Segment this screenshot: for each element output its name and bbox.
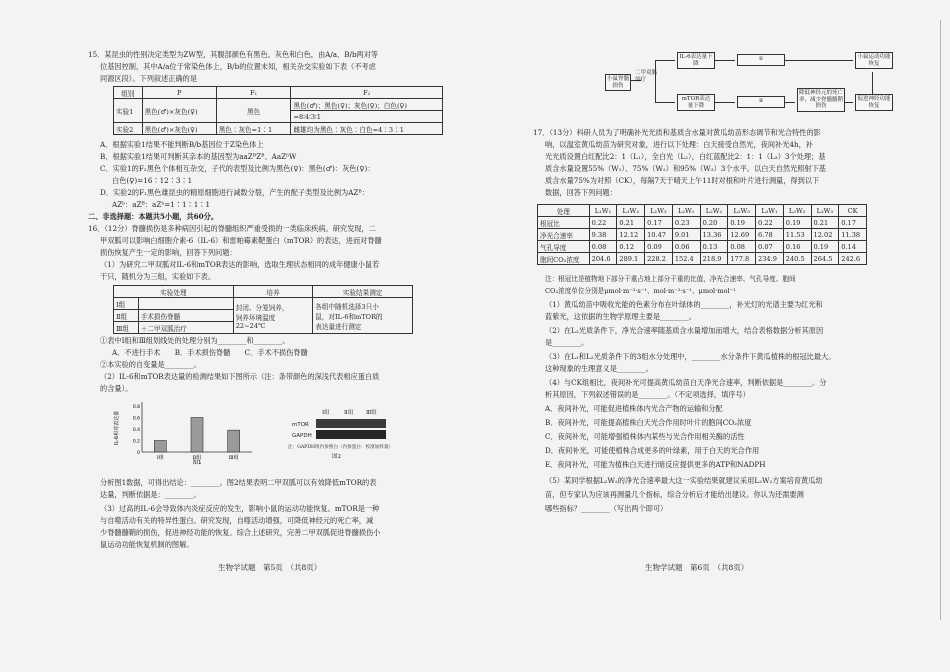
q15-th-f2: F₂ <box>291 87 443 99</box>
q16-g1: Ⅰ组 <box>114 298 139 310</box>
q17-cell: 240.5 <box>783 253 811 265</box>
q17-cell: 11.53 <box>783 229 811 241</box>
page-5-footer: 生物学试题 第5页 （共8页） <box>218 563 322 572</box>
q16-analysis-2: 达量，判断依据是：________。 <box>100 490 201 499</box>
q16-q2: （2）IL-6和mTOR表达量的检测结果如下图所示（注：条带颜色的深浅代表相应蛋白质 <box>100 372 380 381</box>
fig2-lane-1: Ⅰ组 <box>322 410 330 416</box>
q17-cell: 0.09 <box>645 241 673 253</box>
q15-option-d-cont: AZᵇ：aZᴮ：aZᵇ=1∶1∶1∶1 <box>112 200 211 209</box>
q15-r1-f1: 黑色 <box>216 99 291 123</box>
q15-r1-f2: 黑色(♂)；黑色(♀)；灰色(♀)；白色(♀) <box>291 99 443 111</box>
q17-s1-line2: 蓝紫光，这依据的生物学原理主要是________。 <box>545 312 696 321</box>
flow-arrow-2 <box>715 60 735 61</box>
q17-table-row <box>538 229 867 241</box>
flow-arrow-6 <box>845 102 853 103</box>
q16-g3: Ⅲ组 <box>114 322 139 334</box>
q17-line6: 数据，回答下列问题： <box>545 188 617 197</box>
q16-line4: （1）为研究二甲双胍对IL-6和mTOR表达的影响，选取生理状态相同的成年健康小鼠若 <box>100 260 380 269</box>
fig1-y-tick: 0.2 <box>132 439 140 445</box>
q17-cell: 0.17 <box>645 217 673 229</box>
q15-option-b: B．根据实验1结果可判断其亲本的基因型为aaZᴮZᴮ、AaZᵇW <box>100 152 297 161</box>
fig2-note: 注：GAPDH组内参照白（内参蛋白：校准加样量） <box>288 445 394 450</box>
flow-arrow-top <box>655 60 675 61</box>
q16-q3-line2: 与自噬活动有关的特异性蛋白。研究发现，自噬活动增强，可降低神经元的死亡率，减 <box>100 516 374 525</box>
fig1-bar <box>228 430 240 452</box>
q16-q3-line3: 少脊髓髓鞘的损伤，促进神经功能的恢复。综合上述研究，完善二甲双胍促进脊髓损伤小 <box>100 528 381 537</box>
flow-arrow-5 <box>785 102 795 103</box>
flow-blank-1: ① <box>737 54 785 66</box>
q17-note-1: 注：根冠比是植物地下部分干重占地上部分干重的比值，净光合速率、气孔导度、胞间 <box>545 275 796 283</box>
fig2-row-gapdh: GAPDH <box>292 433 312 439</box>
q17-line4: 质含水量设置55%（W₁）、75%（W₂）和95%（W₃）3个水平。以白天自然光照射下基 <box>545 164 826 173</box>
page-6 <box>475 0 950 672</box>
q17-cell: 289.1 <box>617 253 645 265</box>
flow-il6: IL-6表达量下降 <box>677 52 715 69</box>
q15-r2-f1: 黑色∶灰色=1∶1 <box>216 123 291 135</box>
q16-line1: 16．（12分）脊髓损伤是多种病因引起的脊髓组织严重受损的一类临床疾病。研究发现，二 <box>88 224 376 233</box>
q17-th-2: L₁W₂ <box>617 205 645 217</box>
q16-line5: 干只，随机分为三组，实验如下表。 <box>100 272 216 281</box>
q17-cell: 0.23 <box>672 217 700 229</box>
q17-option-d: D．夜间补光，可能使植株合成更多的叶绿素，用于白天的光合作用 <box>545 446 760 455</box>
q17-cell: 0.08 <box>589 241 617 253</box>
q16-result-cell <box>313 298 413 334</box>
q16-table <box>113 285 413 334</box>
q17-cell: 0.21 <box>617 217 645 229</box>
fig1-bar <box>154 441 166 453</box>
q16-g2: Ⅱ组 <box>114 310 139 322</box>
q16-analysis-1: 分析图1数据，可得出结论：________。图2结果表明二甲双胍可以有效降低mTOR的表 <box>100 478 377 487</box>
q17-cell: 11.38 <box>839 229 867 241</box>
q17-s4-line1: （4）与CK组相比，夜间补光可提高黄瓜幼苗白天净光合速率，判断依据是________。分 <box>545 378 827 387</box>
q17-cell: 12.69 <box>728 229 756 241</box>
q17-th-0: 处理 <box>538 205 590 217</box>
q17-cell: 0.14 <box>839 241 867 253</box>
q16-culture-cell <box>233 298 313 334</box>
q17-cell: 12.02 <box>811 229 839 241</box>
q15-table <box>113 86 443 135</box>
q15-line2: 位基因控制，其中A/a位于常染色体上，B/b的位置未知，相关杂交实验如下表（不考虑 <box>100 62 376 71</box>
fig2-blot <box>288 410 394 466</box>
flow-arrow-3 <box>785 60 853 61</box>
q17-s5-line1: （5）某同学根据L₂W₂的净光合速率最大这一实验结果就建议采用L₂W₂方案培育黄瓜幼 <box>545 476 823 485</box>
q17-s1-line1: （1）黄瓜幼苗中吸收光能的色素分布在叶绿体的________，补光灯的光谱主要为红光和 <box>545 300 823 309</box>
q17-cell: 净光合速率 <box>538 229 590 241</box>
flow-mtor: mTOR表达量下降 <box>677 94 715 111</box>
flow-neural-recovery: 促进神经功能恢复 <box>855 94 893 111</box>
q17-th-1: L₁W₁ <box>589 205 617 217</box>
q15-th-group: 组别 <box>114 87 143 99</box>
q17-cell: 0.13 <box>700 241 728 253</box>
q17-th-5: L₂W₂ <box>700 205 728 217</box>
q15-r2-group: 实验2 <box>114 123 143 135</box>
q17-cell: 12.12 <box>617 229 645 241</box>
fig1-title: 图1 <box>192 460 202 466</box>
q15-r1-group: 实验1 <box>114 99 143 123</box>
fig1-bar <box>191 418 203 453</box>
q17-cell: 0.19 <box>811 241 839 253</box>
q17-cell: 177.8 <box>728 253 756 265</box>
q16-g3-treatment: ＋二甲双胍治疗 <box>138 322 233 334</box>
q17-line5: 质含水量75%为对照（CK），每隔7天于晴天上午11时对根和叶片进行测量，得到以下 <box>545 176 820 185</box>
q17-cell: 13.36 <box>700 229 728 241</box>
q17-table-row <box>538 217 867 229</box>
q17-cell: 0.06 <box>672 241 700 253</box>
q17-cell: 0.22 <box>756 217 784 229</box>
q17-table <box>537 204 867 265</box>
page-6-footer: 生物学试题 第6页 （共8页） <box>645 563 749 572</box>
q17-line2: 响，以温室黄瓜幼苗为研究对象，进行以下处理：白天接受自然光，夜间补光4h，补 <box>545 140 813 149</box>
q17-cell: 0.19 <box>728 217 756 229</box>
q16-culture-3: 22~24℃ <box>235 321 266 330</box>
q17-s5-line3: 哪些指标？________（写出两个即可） <box>545 504 668 513</box>
flow-neuron: 降低神经元的死亡率，减少脊髓髓鞘损伤 <box>797 88 845 112</box>
q15-option-c: C．实验1的F₂黑色个体相互杂交，子代的表型及比例为黑色(♀)：黑色(♂)：灰色(♀)： <box>100 164 375 173</box>
fig1-y-tick: 0.8 <box>132 405 140 410</box>
q17-th-7: L₃W₁ <box>756 205 784 217</box>
flow-start: 小鼠脊髓损伤 <box>605 74 631 91</box>
fig2-title: 图2 <box>332 454 341 460</box>
fig1-category-label: Ⅱ组 <box>192 455 202 461</box>
q17-cell: 0.20 <box>700 217 728 229</box>
q15-th-p: P <box>142 87 216 99</box>
q17-cell: 6.78 <box>756 229 784 241</box>
q16-th-result: 实验结果测定 <box>313 286 413 298</box>
q17-cell: 264.5 <box>811 253 839 265</box>
flow-arrow-4 <box>715 102 735 103</box>
q16-culture-1: 封闭、分笼饲养， <box>235 303 289 312</box>
q15-option-d: D．实验2的F₁黑色雄昆虫的精原细胞进行减数分裂，产生的配子类型及比例为AZᴮ： <box>100 188 369 197</box>
q17-cell: 0.22 <box>589 217 617 229</box>
q16-line3: 损伤恢复产生一定的影响，回答下列问题： <box>100 248 237 257</box>
q15-line1: 15．某昆虫的性别决定类型为ZW型，其腹部颜色有黑色、灰色和白色，由A/a、B/b两对等 <box>88 50 379 59</box>
q17-cell: 228.2 <box>645 253 673 265</box>
q17-cell: 234.9 <box>756 253 784 265</box>
q17-th-3: L₁W₃ <box>645 205 673 217</box>
q16-result-1: 各组中随机选择3只小 <box>315 302 379 311</box>
q17-option-e: E．夜间补光，可能为植株白天进行暗反应提供更多的ATP和NADPH <box>545 460 766 469</box>
q15-r2-p: 黑色(♂)×灰色(♀) <box>142 123 216 135</box>
q16-sub1-options: A．不进行手术 B．手术损伤脊髓 C．手术不损伤脊髓 <box>112 348 308 357</box>
q17-cell: 9.38 <box>589 229 617 241</box>
q17-s2-line1: （2）在L₂光质条件下，净光合速率随基质含水量增加而增大，结合表格数据分析其原因 <box>545 326 824 335</box>
q15-option-a: A．根据实验1结果不能判断B/b基因位于Z染色体上 <box>100 140 264 149</box>
q17-s3-line2: 这种现象的生理意义是________。 <box>545 364 653 373</box>
q17-cell: 242.6 <box>839 253 867 265</box>
q17-option-c: C．夜间补光，可能增强植株体内某些与光合作用相关酶的活性 <box>545 432 745 441</box>
q17-th-4: L₂W₁ <box>672 205 700 217</box>
flow-arrow-bottom <box>655 102 675 103</box>
q16-result-3: 表达量进行测定 <box>315 322 362 331</box>
fig1-category-label: Ⅰ组 <box>156 455 164 461</box>
scan-edge-mark <box>940 20 941 620</box>
q17-cell: 10.47 <box>645 229 673 241</box>
q17-th-10: CK <box>839 205 867 217</box>
q15-r1-f2-ratio: =8∶4∶3∶1 <box>291 111 443 123</box>
q17-note-2: CO₂浓度单位分别是μmol·m⁻²·s⁻¹、mol·m⁻²·s⁻¹、μmol·mol⁻¹ <box>545 287 736 295</box>
q15-r1-p: 黑色(♂)×灰色(♀) <box>142 99 216 123</box>
q15-line3: 同源区段）。下列叙述正确的是 <box>100 74 198 83</box>
q17-option-b: B．夜间补光，可能提高植株白天光合作用时叶片的胞间CO₂浓度 <box>545 418 752 427</box>
q16-result-2: 鼠，对IL-6和mTOR的 <box>315 312 383 321</box>
q17-line3: 光光质设置白红配比2：1（L₁），全白光（L₂），白红蓝配比2：1：1（L₃）3个处理；基 <box>545 152 826 161</box>
q17-line1: 17．（13分）科研人员为了明确补光光质和基质含水量对黄瓜幼苗形态调节和光合特性的影 <box>533 128 821 137</box>
fig2-mtor-band <box>316 419 386 428</box>
q16-g1-blank <box>138 298 233 310</box>
q17-cell: 0.08 <box>728 241 756 253</box>
q17-s5-line2: 苗，但专家认为应该再测量几个指标，综合分析后才能给出建议。你认为还需要测 <box>545 490 804 499</box>
q17-th-6: L₂W₃ <box>728 205 756 217</box>
flow-arrow-up <box>872 72 873 94</box>
fig1-category-label: Ⅲ组 <box>228 455 239 461</box>
q17-cell: 0.12 <box>617 241 645 253</box>
q17-table-row <box>538 241 867 253</box>
q15-r2-f2: 雌雄均为黑色∶灰色∶白色=4∶3∶1 <box>291 123 443 135</box>
q17-cell: 0.17 <box>839 217 867 229</box>
fig1-y-tick: 0 <box>137 451 140 456</box>
q16-sub1: ①表中Ⅰ组和Ⅲ组划线处的处理分别为________和________。 <box>100 336 290 345</box>
q17-th-9: L₃W₃ <box>811 205 839 217</box>
q16-q3-line4: 鼠运动功能恢复机制的图解。 <box>100 540 194 549</box>
q17-cell: 胞间CO₂浓度 <box>538 253 590 265</box>
flow-branch-line <box>655 60 656 102</box>
mechanism-flowchart <box>605 50 945 120</box>
flow-motor-recovery: 小鼠运动功能恢复 <box>855 52 893 69</box>
q17-option-a: A．夜间补光，可能促进植株体内光合产物的运输和分配 <box>545 404 723 413</box>
q17-cell: 0.07 <box>756 241 784 253</box>
q17-s4-line2: 析其原因，下列叙述错误的是________。（不定项选择，填序号） <box>545 390 750 399</box>
flow-drug: 二甲双胍治疗 <box>635 70 658 83</box>
fig1-y-label: IL-6相对表达量 <box>114 410 120 446</box>
q17-s2-line2: 是________。 <box>545 338 589 347</box>
section-2-heading: 二、非选择题：本题共5小题，共60分。 <box>88 212 219 221</box>
q17-s3-line1: （3）在L₁和L₂光质条件下的3组水分处理中，________水分条件下黄瓜植株的根冠比最大。 <box>545 352 836 361</box>
flow-blank-2: ② <box>737 96 785 108</box>
fig2-lane-2: Ⅱ组 <box>344 410 354 416</box>
q16-line2: 甲双胍可以影响白细胞介素-6（IL-6）和雷帕霉素靶蛋白（mTOR）的表达，进而对脊髓 <box>100 236 382 245</box>
q17-th-8: L₃W₂ <box>783 205 811 217</box>
q16-sub1b: ②本实验的自变量是________。 <box>100 360 201 369</box>
fig1-y-tick: 0.4 <box>132 428 140 433</box>
fig1-y-tick: 0.6 <box>132 416 140 422</box>
q16-q3-line1: （3）过高的IL-6会导致体内炎症反应的发生，影响小鼠的运动功能恢复。mTOR是一种 <box>100 504 380 513</box>
q17-table-row <box>538 253 867 265</box>
q15-option-c-cont: 白色(♀)=16∶12∶3∶1 <box>112 176 193 185</box>
fig1-chart <box>112 398 272 466</box>
q15-th-f1: F₁ <box>216 87 291 99</box>
q17-cell: 0.19 <box>783 217 811 229</box>
q16-th-treatment: 实验处理 <box>114 286 234 298</box>
fig2-lane-3: Ⅲ组 <box>366 410 377 416</box>
q17-cell: 0.21 <box>811 217 839 229</box>
q17-cell: 根冠比 <box>538 217 590 229</box>
fig2-gapdh-band <box>316 430 386 439</box>
q16-q2b: 的含量）。 <box>100 384 133 393</box>
q17-cell: 气孔导度 <box>538 241 590 253</box>
q16-g2-treatment: 手术损伤脊髓 <box>138 310 233 322</box>
q17-cell: 9.01 <box>672 229 700 241</box>
q17-cell: 0.16 <box>783 241 811 253</box>
q17-cell: 204.6 <box>589 253 617 265</box>
q17-cell: 152.4 <box>672 253 700 265</box>
q17-cell: 218.9 <box>700 253 728 265</box>
q16-th-culture: 培养 <box>233 286 313 298</box>
q16-culture-2: 饲养环境温度 <box>235 313 276 322</box>
fig2-row-mtor: mTOR <box>292 422 309 428</box>
